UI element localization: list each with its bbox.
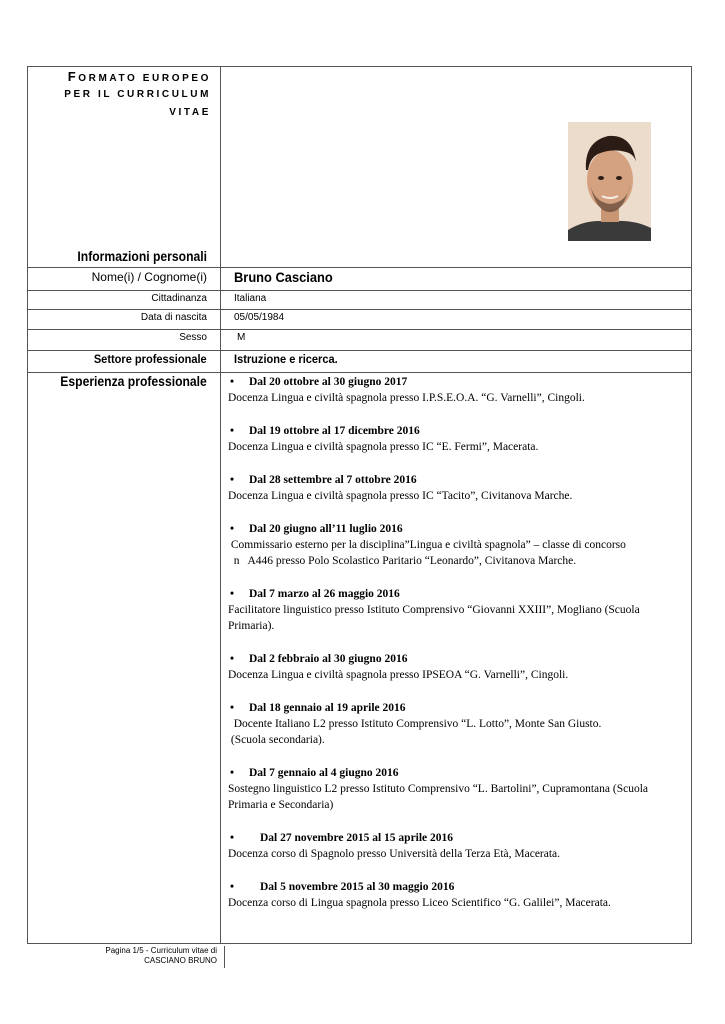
experience-period: Dal 5 novembre 2015 al 30 maggio 2016 [260,881,455,893]
column-divider [220,67,221,943]
bullet-icon: • [230,588,235,600]
row-divider [28,309,691,310]
experience-item [228,521,688,569]
citizenship-value: Italiana [234,293,267,304]
bullet-icon: • [230,832,235,844]
experience-item [228,374,688,406]
row-divider [28,350,691,351]
cv-table [27,66,692,944]
cv-title-line-1: FORMATO EUROPEO [67,69,211,84]
bullet-icon: • [230,376,235,388]
profile-photo [568,122,651,241]
row-divider [28,329,691,330]
sex-label: Sesso [179,332,207,343]
bullet-icon: • [230,653,235,665]
birth-date-value: 05/05/1984 [234,312,285,323]
experience-period: Dal 7 marzo al 26 maggio 2016 [249,588,400,600]
page-footer [60,946,217,966]
row-divider [28,267,691,268]
sector-label: Settore professionale [94,352,207,366]
row-divider [28,290,691,291]
sex-value: M [237,332,246,343]
bullet-icon: • [230,523,235,535]
experience-item [228,586,688,634]
experience-item [228,651,688,683]
experience-period: Dal 18 gennaio al 19 aprile 2016 [249,702,406,714]
experience-item [228,700,688,748]
experience-description: Docenza corso di Lingua spagnola presso Liceo Scientifico “G. Galilei”, Macerata. [228,897,611,909]
experience-description: Sostegno linguistico L2 presso Istituto Comprensivo “L. Bartolini”, Cupramontana (Scuola Primaria e Secondaria) [228,783,649,811]
bullet-icon: • [230,881,235,893]
experience-description: Docenza Lingua e civiltà spagnola presso I.P.S.E.O.A. “G. Varnelli”, Cingoli. [228,392,585,404]
experience-period: Dal 2 febbraio al 30 giugno 2016 [249,653,408,665]
experience-description: Facilitatore linguistico presso Istituto Comprensivo “Giovanni XXIII”, Mogliano (Scuola Primaria). [228,604,640,632]
experience-item [228,830,688,862]
citizenship-label: Cittadinanza [151,293,207,304]
cv-title-line-2: PER IL CURRICULUM [64,89,211,100]
experience-item [228,472,688,504]
experience-description: Docenza Lingua e civiltà spagnola presso IC “E. Fermi”, Macerata. [228,441,539,453]
cv-title-line-3: VITAE [169,107,211,118]
footer-divider [224,946,225,968]
experience-period: Dal 20 ottobre al 30 giugno 2017 [249,376,408,388]
bullet-icon: • [230,474,235,486]
name-label: Nome(i) / Cognome(i) [91,270,207,284]
experience-item [228,879,688,911]
experience-heading: Esperienza professionale [60,374,207,389]
name-value: Bruno Casciano [234,269,333,285]
bullet-icon: • [230,425,235,437]
bullet-icon: • [230,767,235,779]
experience-item [228,423,688,455]
experience-period: Dal 7 gennaio al 4 giugno 2016 [249,767,399,779]
experience-description: Docenza Lingua e civiltà spagnola presso IPSEOA “G. Varnelli”, Cingoli. [228,669,569,681]
birth-date-label: Data di nascita [140,312,207,323]
sector-value: Istruzione e ricerca. [234,352,338,366]
personal-info-heading: Informazioni personali [77,249,207,264]
experience-period: Dal 27 novembre 2015 al 15 aprile 2016 [260,832,454,844]
experience-description: Docente Italiano L2 presso Istituto Comprensivo “L. Lotto”, Monte San Giusto. (Scuola secondaria). [230,718,602,746]
experience-item [228,765,688,813]
row-divider [28,372,691,373]
experience-description: Commissario esterno per la disciplina”Lingua e civiltà spagnola” – classe di concorso n A446 presso Polo Scolastico Paritario “Leonardo”, Civitanova Marche. [230,539,626,567]
footer-author: CASCIANO BRUNO [144,956,217,965]
experience-period: Dal 20 giugno all’11 luglio 2016 [249,523,403,535]
experience-period: Dal 19 ottobre al 17 dicembre 2016 [249,425,420,437]
footer-page-info: Pagina 1/5 - Curriculum vitae di [105,946,217,955]
experience-description: Docenza Lingua e civiltà spagnola presso IC “Tacito”, Civitanova Marche. [228,490,573,502]
experience-description: Docenza corso di Spagnolo presso Università della Terza Età, Macerata. [228,848,561,860]
bullet-icon: • [230,702,235,714]
experience-period: Dal 28 settembre al 7 ottobre 2016 [249,474,417,486]
